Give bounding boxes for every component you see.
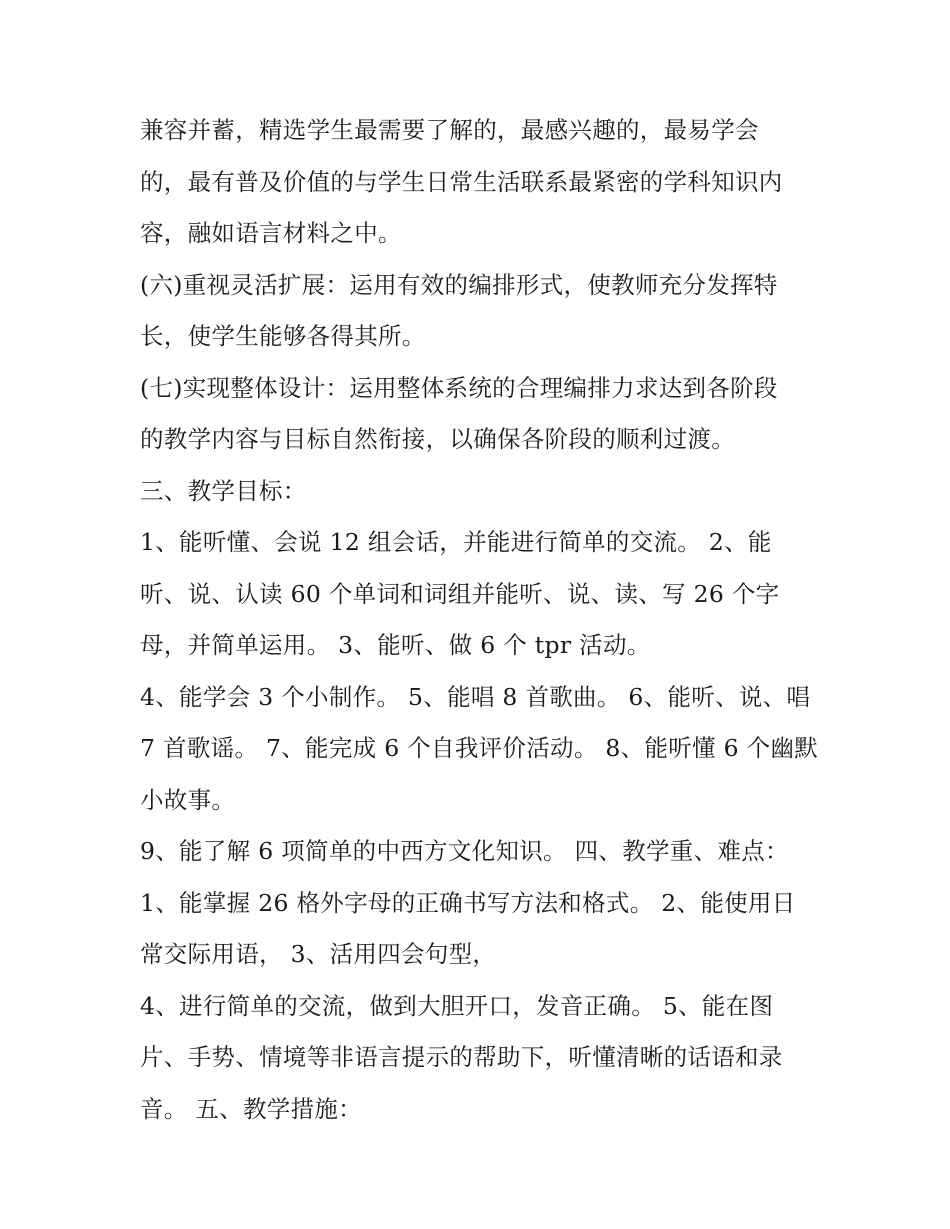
section-7-heading: (七)实现整体设计：运用整体系统的合理编排力求达到各阶段 (140, 373, 778, 402)
text-line: 听、说、认读 60 个单词和词组并能听、说、读、写 26 个字 (140, 579, 780, 608)
text-line: 9、能了解 6 项简单的中西方文化知识。 四、教学重、难点： (140, 837, 789, 865)
text-line: 4、进行简单的交流，做到大胆开口，发音正确。 5、能在图 (140, 991, 774, 1020)
text-line: 7 首歌谣。 7、能完成 6 个自我评价活动。 8、能听懂 6 个幽默 (140, 734, 819, 762)
text-line: 常交际用语， 3、活用四会句型， (140, 940, 497, 968)
text-line: 兼容并蓄，精选学生最需要了解的，最感兴趣的，最易学会 (140, 116, 759, 144)
section-3-heading: 三、教学目标： (140, 476, 307, 505)
text-line: 的教学内容与目标自然衔接，以确保各阶段的顺利过渡。 (140, 425, 735, 453)
text-line: 长，使学生能够各得其所。 (140, 322, 426, 350)
section-6-heading: (六)重视灵活扩展：运用有效的编排形式，使教师充分发挥特 (140, 270, 778, 299)
text-line: 音。 五、教学措施： (140, 1094, 362, 1123)
text-line: 的，最有普及价值的与学生日常生活联系最紧密的学科知识内 (140, 167, 783, 196)
text-line: 1、能掌握 26 格外字母的正确书写方法和格式。 2、能使用日 (140, 888, 796, 917)
text-line: 1、能听懂、会说 12 组会话，并能进行简单的交流。 2、能 (140, 528, 772, 556)
document-body (140, 105, 820, 1135)
text-line: 小故事。 (140, 785, 236, 814)
text-line: 容，融如语言材料之中。 (140, 219, 402, 247)
text-line: 片、手势、情境等非语言提示的帮助下，听懂清晰的话语和录 (140, 1043, 783, 1071)
text-line: 母，并简单运用。 3、能听、做 6 个 tpr 活动。 (140, 631, 651, 659)
text-line: 4、能学会 3 个小制作。 5、能唱 8 首歌曲。 6、能听、说、唱 (140, 682, 811, 711)
